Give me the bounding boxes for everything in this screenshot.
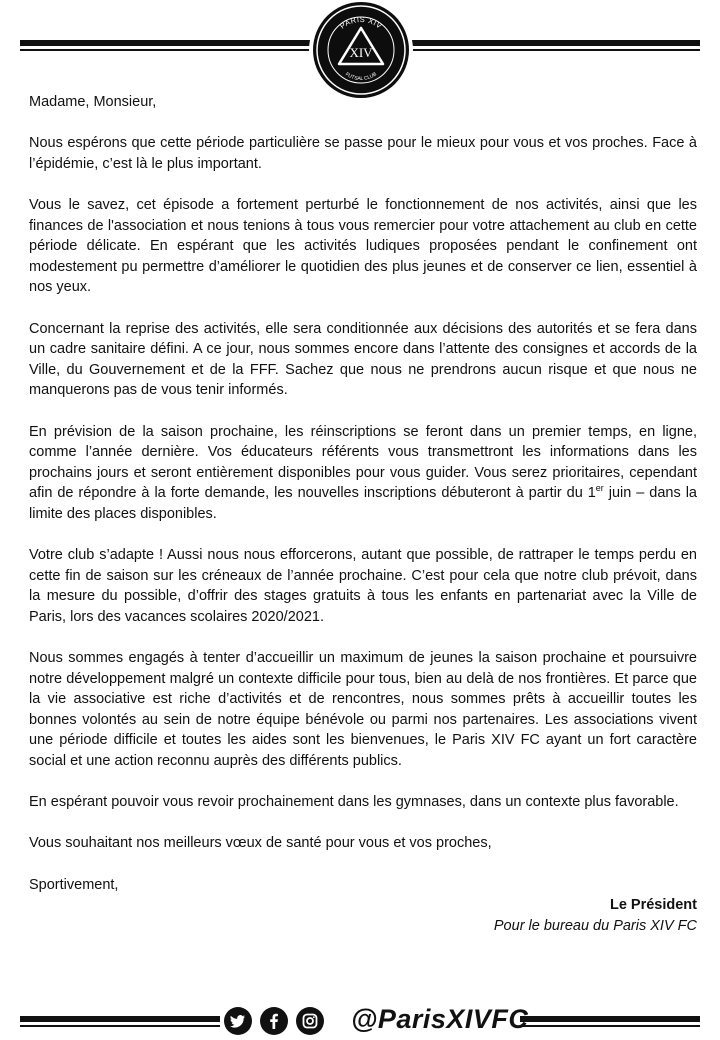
logo-bottom-text: FUTSAL CLUB — [344, 71, 378, 83]
social-links — [220, 1002, 529, 1038]
footer-rule-right-thick — [514, 1016, 700, 1022]
ordinal-suffix: er — [595, 483, 604, 494]
facebook-icon[interactable] — [260, 1007, 288, 1035]
logo-top-text: PARIS XIV — [338, 14, 384, 31]
closing: Sportivement, — [29, 876, 119, 893]
signature-title: Le Président — [609, 897, 697, 914]
salutation: Madame, Monsieur, — [29, 94, 157, 110]
signature — [29, 895, 697, 936]
paragraph-4-end: juin – dans la limite des places disponibles. — [29, 485, 697, 522]
paragraph-6: Nous sommes engagés à tenter d’accueillir un maximum de jeunes la saison prochaine et poursuivre notre développement malgré un contexte difficile pour tous, bien au delà de nos frontières. Et parce que la vie associative est riche d’activités et de rencontres, nous sommes prêts à accueillir toutes les bonnes volontés au sein de notre équipe bénévole ou parmi nos partenaires. Les associations vivent une période difficile et toutes les aides sont les bienvenues, le Paris XIV FC ayant un fort caractère social et une action reconnu auprès des différents publics. — [29, 650, 697, 769]
footer-rule-right-thin — [514, 1025, 700, 1027]
logo-numeral: XIV — [349, 45, 373, 60]
paragraph-8: Vous souhaitant nos meilleurs vœux de santé pour vous et vos proches, — [29, 835, 492, 852]
paragraph-5: Votre club s’adapte ! Aussi nous nous efforcerons, autant que possible, de rattraper le temps perdu en cette fin de saison sur les créneaux de l’année prochaine. C’est pour cela que notre club prévoit, dans la mesure du possible, d’offrir des stages gratuits à tous les enfants en partenariat avec la Ville de Paris, lors des vacances scolaires 2020/2021. — [29, 547, 697, 625]
club-crest-icon — [313, 2, 409, 98]
paragraph-4-text: En prévision de la saison prochaine, les réinscriptions se feront dans un premier temps, en ligne, comme l’année dernière. Vos éducateurs référents vous transmettront les informations dans les prochains jours et seront entièrement disponibles pour vous guider. Vous serez prioritaires, cependant afin de répondre à la forte demande, les nouvelles inscriptions débuteront à partir du 1 — [29, 423, 697, 502]
paragraph-7: En espérant pouvoir vous revoir prochainement dans les gymnases, dans un contexte plus favorable. — [29, 794, 679, 811]
footer-rule-left-thick — [20, 1016, 230, 1022]
instagram-icon[interactable] — [296, 1007, 324, 1035]
footer-rule-left-thin — [20, 1025, 230, 1027]
paragraph-4 — [29, 422, 697, 525]
paragraph-1: Nous espérons que cette période particulière se passe pour le mieux pour vous et vos proches. Face à l’épidémie, c’est là le plus important. — [29, 135, 697, 172]
paragraph-2: Vous le savez, cet épisode a fortement perturbé le fonctionnement de nos activités, ainsi que les finances de l'association et nous tenions à tous vous remercier pour votre attachement au club en cette période délicate. En espérant que les activités ludiques proposées pendant le confinement ont modestement pu permettre d’améliorer le quotidien des plus jeunes et de conserver ce lien, essentiel à nos yeux. — [29, 196, 697, 296]
club-logo — [313, 2, 409, 98]
paragraph-3: Concernant la reprise des activités, elle sera conditionnée aux décisions des autorités et se fera dans un cadre sanitaire défini. A ce jour, nous sommes encore dans l’attente des consignes et accords de la Ville, du Gouvernement et de la FFF. Sachez que nous ne prendrons aucun risque et que nous ne manquerons pas de vous tenir informés. — [29, 320, 697, 399]
social-handle[interactable]: @ParisXIVFC — [351, 1004, 529, 1034]
letter-body — [29, 92, 697, 936]
footer — [20, 1000, 700, 1040]
signature-subtitle: Pour le bureau du Paris XIV FC — [493, 917, 697, 934]
twitter-icon[interactable] — [224, 1007, 252, 1035]
